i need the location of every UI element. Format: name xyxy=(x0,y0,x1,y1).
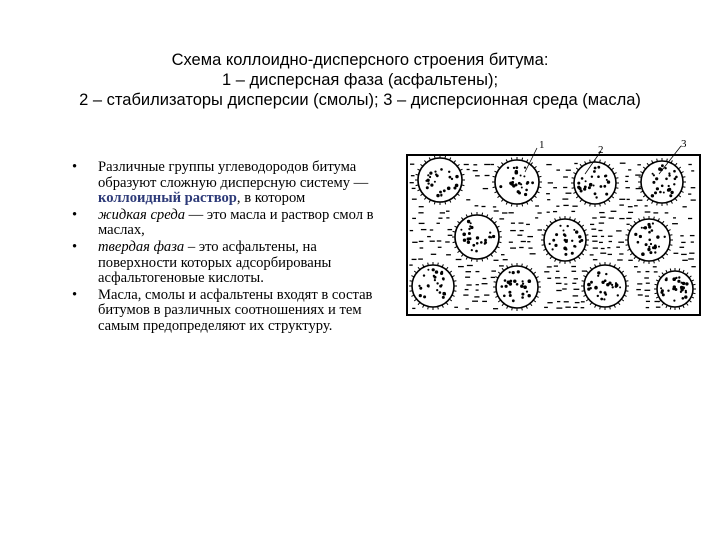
bullet-glyph: • xyxy=(72,206,78,223)
title-line-3: 2 – стабилизаторы дисперсии (смолы); 3 – дисперсионная среда (масла) xyxy=(79,91,641,109)
bullet-3-text: – это асфальтены, на поверхности которых адсорбированы асфальтогеновые кислоты. xyxy=(98,238,332,287)
title-line-1: Схема коллоидно-дисперсного строения битума: xyxy=(171,51,549,69)
title-line-2: 1 – дисперсная фаза (асфальтены); xyxy=(221,71,499,89)
bullet-glyph: • xyxy=(72,286,78,303)
bullet-2-text: — это масла и раствор смол в маслах, xyxy=(98,206,374,239)
bullet-item-3 xyxy=(72,240,382,287)
colloid-structure-diagram xyxy=(405,138,705,318)
label-3: 3 xyxy=(681,138,687,150)
label-1: 1 xyxy=(539,139,545,151)
bullet-1-text: Различные группы углеводородов битума образуют сложную дисперсную систему — xyxy=(98,159,369,191)
bullet-glyph: • xyxy=(72,159,78,175)
slide-title xyxy=(0,50,720,110)
bullet-item-1 xyxy=(72,160,382,207)
bullet-1-tail: , в котором xyxy=(236,190,306,207)
bullet-list xyxy=(72,160,382,336)
bullet-item-2 xyxy=(72,208,382,239)
bullet-2-term: жидкая среда xyxy=(98,206,186,223)
bullet-4-text: Масла, смолы и асфальтены входят в состав битумов в различных соотношениях и тем самым предопределяют их структуру. xyxy=(98,286,373,334)
bullet-item-4 xyxy=(72,288,382,335)
bullet-3-term: твердая фаза xyxy=(98,238,185,255)
label-2: 2 xyxy=(598,144,604,156)
bullet-glyph: • xyxy=(72,238,78,255)
bullet-1-highlight: коллоидный раствор xyxy=(98,190,237,207)
